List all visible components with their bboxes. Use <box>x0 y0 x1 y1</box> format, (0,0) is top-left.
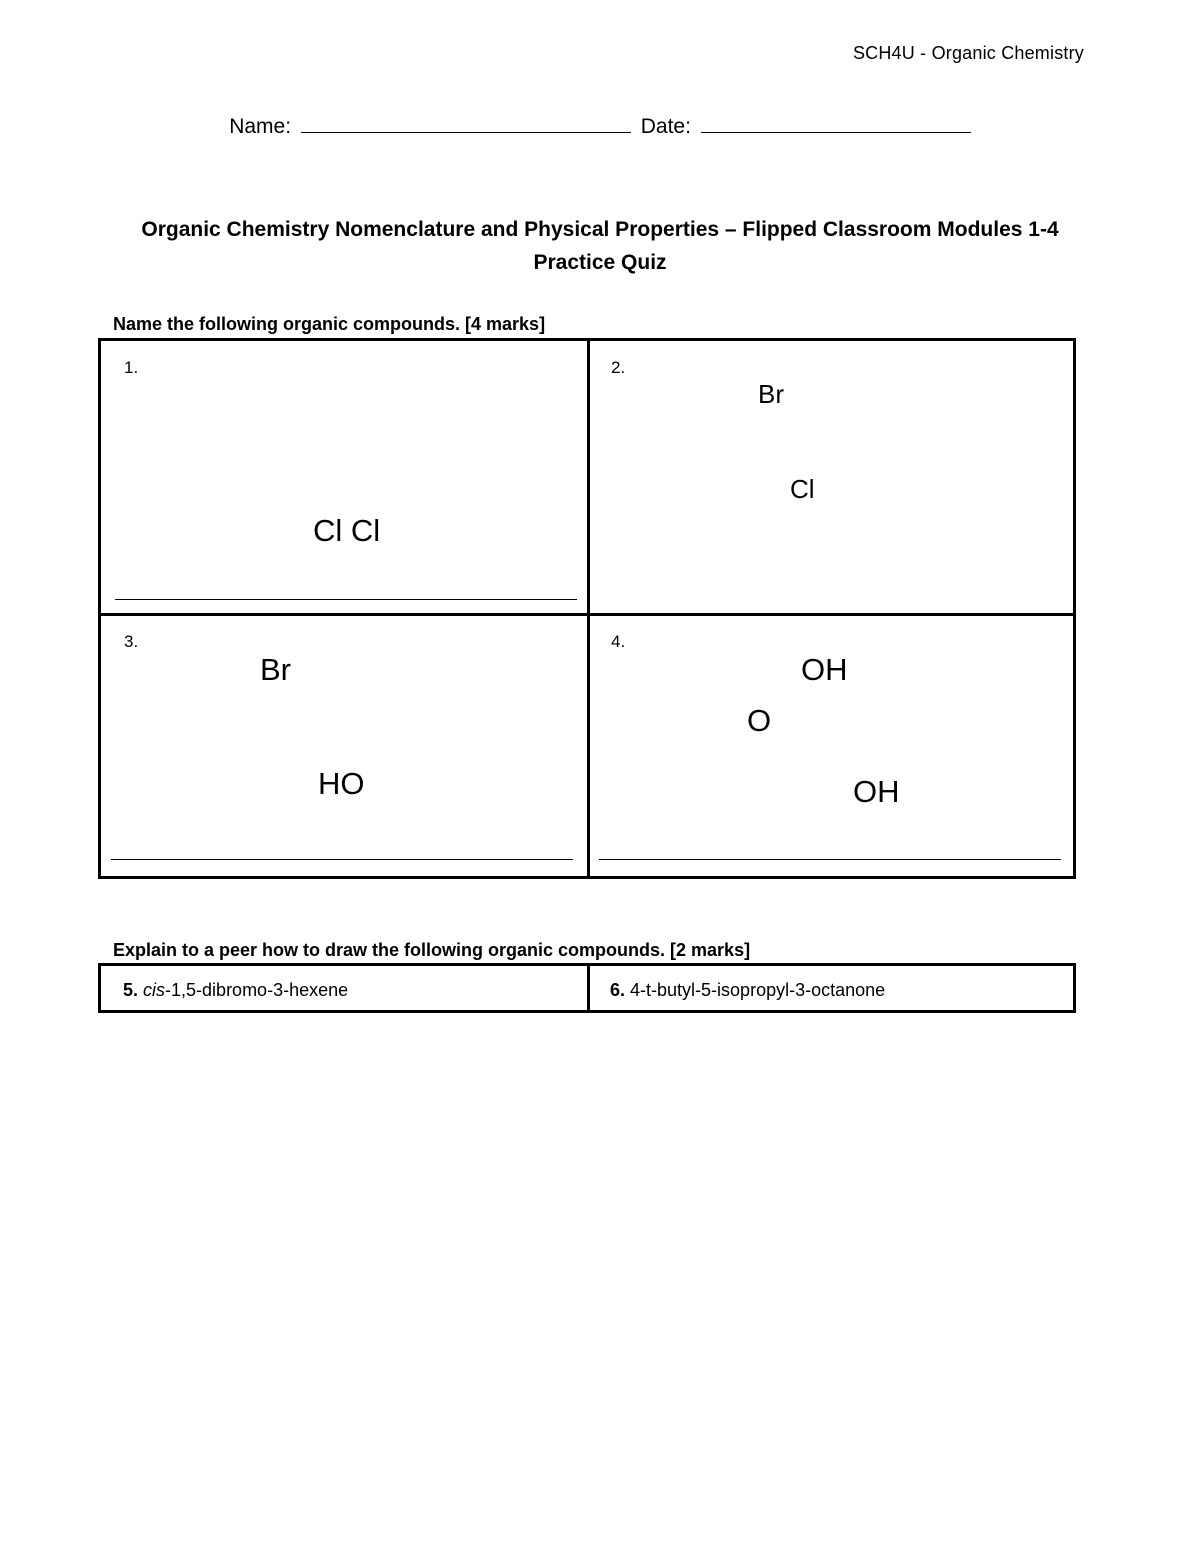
q5-italic-prefix: cis <box>143 980 166 1000</box>
q2-number: 2. <box>611 358 626 377</box>
draw-table <box>98 963 1076 1013</box>
q2-label-cl: Cl <box>790 474 815 504</box>
q1-number: 1. <box>124 358 139 377</box>
q3-number: 3. <box>124 632 139 651</box>
q3-label-ho: HO <box>318 766 365 801</box>
q4-number: 4. <box>611 632 626 651</box>
q4-label-o: O <box>747 703 772 738</box>
grid-horizontal-divider <box>101 613 1073 616</box>
q4-answer-line[interactable] <box>599 859 1061 860</box>
q1-answer-line[interactable] <box>115 599 577 600</box>
section1-prompt: Name the following organic compounds. [4 marks] <box>113 314 546 334</box>
q6-number: 6. <box>610 980 626 1000</box>
q5-number: 5. <box>123 980 139 1000</box>
title-line-2: Practice Quiz <box>533 251 667 274</box>
section2-prompt: Explain to a peer how to draw the following organic compounds. [2 marks] <box>113 940 751 960</box>
course-header: SCH4U - Organic Chemistry <box>852 43 1084 63</box>
quiz-title <box>0 213 1200 279</box>
q4-label-oh-bottom: OH <box>853 774 900 809</box>
q6-cell <box>610 980 885 1001</box>
title-line-1: Organic Chemistry Nomenclature and Physical Properties – Flipped Classroom Modules 1-4 <box>141 218 1059 241</box>
q3-answer-line[interactable] <box>111 859 573 860</box>
date-blank[interactable] <box>701 114 971 133</box>
q4-label-oh-top: OH <box>801 652 848 687</box>
table-vertical-divider <box>587 966 590 1010</box>
compound-grid <box>98 338 1076 879</box>
name-date-row <box>0 114 1200 139</box>
q2-label-br: Br <box>758 379 784 409</box>
q5-cell <box>123 980 348 1001</box>
q6-text: 4-t-butyl-5-isopropyl-3-octanone <box>630 980 886 1000</box>
name-label: Name: <box>229 115 292 138</box>
name-blank[interactable] <box>301 114 631 133</box>
date-label: Date: <box>640 115 691 138</box>
q1-label-clcl: Cl Cl <box>313 513 381 548</box>
q5-text: -1,5-dibromo-3-hexene <box>165 980 349 1000</box>
grid-vertical-divider <box>587 341 590 876</box>
q3-label-br: Br <box>260 652 291 687</box>
